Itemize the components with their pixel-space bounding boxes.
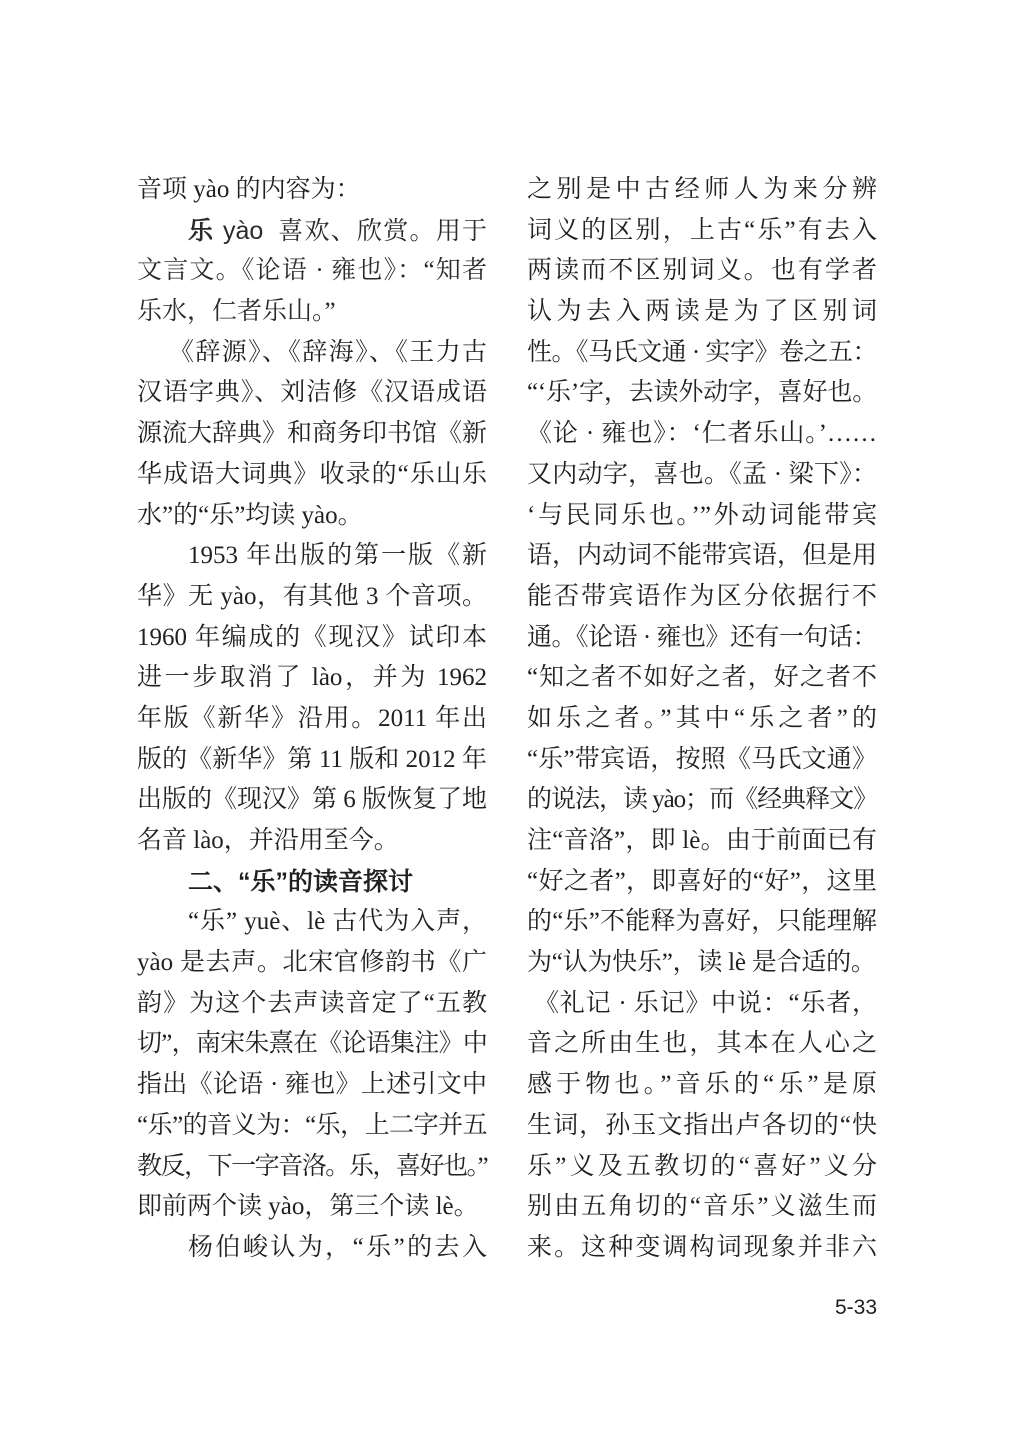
- text-line: 之别是中古经师人为来分辨: [527, 176, 877, 203]
- text-line: 为“认为快乐”，读 lè 是合适的。: [527, 949, 876, 977]
- text-line: [137, 211, 487, 252]
- text-line: 《论 · 雍也》：‘仁者乐山。’……: [527, 420, 877, 448]
- entry-definition: 喜欢、欣赏。用于: [277, 217, 487, 245]
- text-line: 《礼记 · 乐记》中说：“乐者，: [534, 989, 877, 1017]
- text-line: 感于物也。”音乐的“乐”是原: [527, 1071, 877, 1099]
- paragraph: [137, 1228, 487, 1269]
- text-line: 语，内动词不能带宾语，但是用: [527, 542, 878, 570]
- text-line: 乐水，仁者乐山。”: [137, 298, 336, 326]
- text-line: 别由五角切的“音乐”义滋生而: [527, 1193, 877, 1221]
- text-line: 两读而不区别词义。也有学者: [527, 257, 877, 285]
- text-line: 乐”义及五教切的“喜好”义分: [527, 1152, 877, 1180]
- page-number: 5-33: [834, 1296, 877, 1319]
- text-line: 年版《新华》沿用。2011 年出: [137, 704, 487, 732]
- text-line: 名音 lào，并沿用至今。: [137, 827, 399, 854]
- entry-headword: 乐: [188, 216, 215, 245]
- right-column: [527, 170, 877, 1269]
- text-line: 能否带宾语作为区分依据行不: [527, 582, 877, 610]
- text-line: “知之者不如好之者，好之者不: [527, 664, 877, 692]
- section-heading: 二、“乐”的读音探讨: [188, 867, 414, 896]
- text-line: 版的《新华》第 11 版和 2012 年: [137, 745, 487, 773]
- text-line: 的说法，读 yào；而《经典释文》: [527, 786, 877, 814]
- paragraph: [527, 170, 877, 984]
- text-line: 即前两个读 yào，第三个读 lè。: [137, 1193, 479, 1221]
- text-line: “好之者”，即喜好的“好”，这里: [527, 867, 877, 895]
- paragraph: [137, 333, 487, 536]
- text-line: 出版的《现汉》第 6 版恢复了地: [137, 786, 488, 814]
- text-line: 生词，孙玉文指出卢各切的“快: [527, 1111, 877, 1139]
- text-line: 注“音洛”，即 lè。由于前面已有: [527, 827, 877, 854]
- entry-pinyin: yào: [223, 216, 264, 245]
- text-line: “乐”的音义为：“乐，上二字并五: [137, 1111, 487, 1139]
- text-line: 进一步取消了 lào，并为 1962: [137, 664, 487, 692]
- text-line: 华》无 yào，有其他 3 个音项。: [137, 582, 487, 610]
- text-line: 1960 年编成的《现汉》试印本: [137, 623, 487, 651]
- text-line: “乐” yuè、lè 古代为入声，: [188, 908, 487, 936]
- text-line: 杨伯峻认为，“乐”的去入: [188, 1233, 487, 1261]
- paragraph: [137, 536, 487, 862]
- text-line: 指出《论语 · 雍也》上述引文中: [137, 1071, 487, 1099]
- text-line: ‘与民同乐也。’”外动词能带宾: [527, 501, 877, 529]
- text-line: 音项 yào 的内容为：: [137, 176, 361, 203]
- paragraph: [137, 170, 487, 211]
- paragraph: [527, 984, 877, 1269]
- text-line: “‘乐’字，去读外动字，喜好也。: [527, 379, 877, 407]
- text-line: 教反，下一字音洛。乐，喜好也。”: [137, 1152, 487, 1180]
- text-line: 词义的区别，上古“乐”有去入: [527, 216, 877, 244]
- text-line: 性。《马氏文通 · 实字》卷之五：: [527, 338, 877, 366]
- text-line: 源流大辞典》和商务印书馆《新: [137, 420, 488, 448]
- text-line: 韵》为这个去声读音定了“五教: [137, 989, 487, 1017]
- text-line: 汉语字典》、刘洁修《汉语成语: [137, 379, 487, 407]
- text-line: 切”，南宋朱熹在《论语集注》中: [137, 1030, 487, 1058]
- text-line: 华成语大词典》收录的“乐山乐: [137, 460, 487, 488]
- text-line: yào 是去声。北宋官修韵书《广: [137, 949, 487, 977]
- text-line: 又内动字，喜也。《孟 · 梁下》：: [527, 460, 877, 488]
- text-line: 音之所由生也，其本在人心之: [527, 1030, 877, 1058]
- text-line: 认为去入两读是为了区别词: [527, 298, 877, 326]
- text-line: 的“乐”不能释为喜好，只能理解: [527, 908, 877, 936]
- dictionary-entry: [137, 211, 487, 333]
- text-line: 1953 年出版的第一版《新: [188, 542, 487, 570]
- section: [137, 862, 487, 903]
- text-line: 文言文。《论语 · 雍也》：“知者: [137, 257, 487, 285]
- text-line: 水”的“乐”均读 yào。: [137, 501, 363, 529]
- text-line: “乐”带宾语，按照《马氏文通》: [527, 745, 877, 773]
- text-line: 如乐之者。”其中“乐之者”的: [527, 704, 877, 732]
- left-column: [137, 170, 487, 1269]
- text-line: 通。《论语 · 雍也》还有一句话：: [527, 623, 877, 651]
- paragraph: [137, 902, 487, 1228]
- text-line: 《辞源》、《辞海》、《王力古: [169, 338, 487, 366]
- text-line: 来。这种变调构词现象并非六: [527, 1233, 877, 1261]
